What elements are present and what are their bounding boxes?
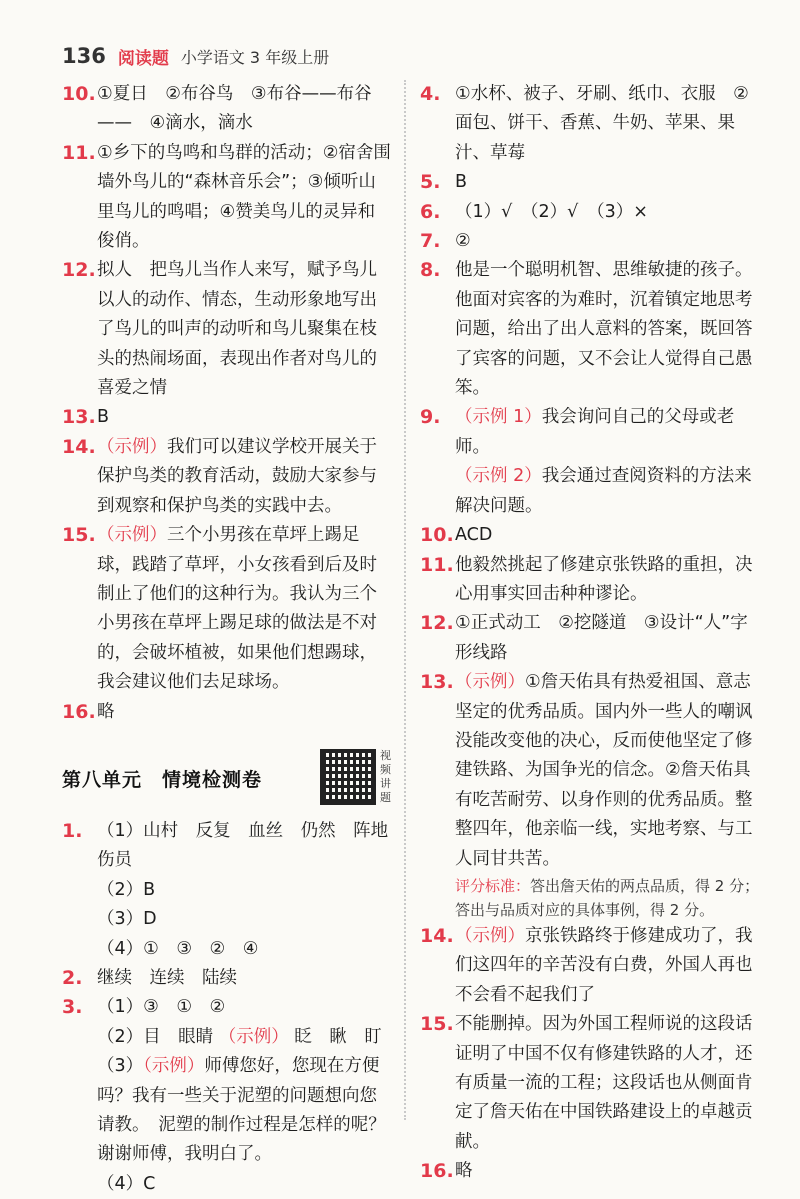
sub-text: 眨 瞅 盯	[294, 1026, 382, 1047]
answer-6	[420, 198, 760, 227]
example-label: （示例 2）	[455, 466, 542, 487]
sub-answer	[455, 403, 760, 462]
sub-answer: （3）D	[97, 909, 157, 930]
answer-13	[420, 668, 760, 922]
answer-number: 3.	[62, 996, 83, 1019]
answer-number: 14.	[420, 924, 454, 947]
example-label: （示例 1）	[455, 407, 542, 428]
sub-text: 我会通过查阅资料的方法来解决问题。	[455, 466, 752, 516]
answer-text: 我们可以建议学校开展关于保护鸟类的教育活动，鼓励大家参与到观察和保护鸟类的实践中去。	[97, 436, 377, 516]
answer-text: 他是一个聪明机智、思维敏捷的孩子。他面对宾客的为难时，沉着镇定地思考问题，给出了出人意料的答案，既回答了宾客的问题，又不会让人觉得自己愚笨。	[455, 260, 753, 399]
qr-label: 视频讲题	[380, 748, 391, 804]
example-label: （示例）	[97, 436, 167, 457]
grading-label: 评分标准：	[455, 876, 531, 895]
example-label: （示例）	[455, 925, 525, 946]
answer-5	[420, 168, 760, 197]
answer-text: ②	[455, 231, 471, 252]
section-answer-3	[62, 993, 404, 1199]
section-answer-1	[62, 817, 406, 964]
answer-text: 略	[97, 701, 115, 722]
example-label: （示例）	[455, 672, 525, 693]
answer-10	[62, 80, 392, 139]
answer-text: B	[455, 172, 468, 193]
sub-text: 我会询问自己的父母或老师。	[455, 407, 735, 457]
sub-answer: （1）山村 反复 血丝 仍然 阵地 伤员	[97, 820, 406, 871]
sub-answer: （4）C	[97, 1173, 156, 1194]
answer-text: ①乡下的鸟鸣和鸟群的活动；②宿舍围墙外鸟儿的“森林音乐会”；③倾听山里鸟儿的鸣唱；④赞美鸟儿的灵异和俊俏。	[97, 142, 391, 252]
answer-number: 11.	[420, 553, 454, 576]
example-label: （示例）	[143, 1056, 205, 1077]
answer-15	[420, 1010, 760, 1157]
answer-16	[62, 698, 392, 727]
answer-number: 16.	[62, 700, 96, 723]
answer-number: 12.	[420, 612, 454, 635]
answer-14	[420, 922, 760, 1010]
answer-number: 9.	[420, 406, 441, 429]
header-tag: 阅读题	[117, 48, 169, 69]
answer-12	[62, 256, 392, 403]
section-answer-2	[62, 964, 392, 993]
answer-text: （1）√ （2）√ （3）×	[455, 201, 648, 222]
answer-number: 16.	[420, 1160, 454, 1183]
sub-answer: （4）① ③ ② ④	[97, 938, 259, 959]
answer-number: 11.	[62, 141, 96, 164]
answer-text: B	[97, 407, 110, 428]
answer-text: ①詹天佑具有热爱祖国、意志坚定的优秀品质。国内外一些人的嘲讽没能改变他的决心，反而使他坚定了修建铁路、为国争光的信念。②詹天佑具有吃苦耐劳、以身作则的优秀品质。整整四年，他亲临一线，实地考察、与工人同甘共苦。	[455, 672, 753, 869]
answer-text: ①水杯、被子、牙刷、纸巾、衣服 ②面包、饼干、香蕉、牛奶、苹果、果汁、草莓	[455, 84, 749, 163]
answer-number: 13.	[62, 406, 96, 429]
answer-8	[420, 256, 760, 403]
answer-16	[420, 1157, 760, 1186]
answer-number: 5.	[420, 171, 441, 194]
answer-12	[420, 609, 760, 668]
right-column	[420, 80, 760, 1187]
answer-11	[420, 551, 760, 610]
answer-text: 京张铁路终于修建成功了，我们这四年的辛苦没有白费，外国人再也不会看不起我们了	[455, 925, 753, 1005]
section-header	[62, 749, 392, 809]
answer-11	[62, 139, 392, 257]
answer-number: 13.	[420, 671, 454, 694]
column-divider	[404, 80, 406, 1120]
sub-text: （3）	[97, 1056, 144, 1077]
sub-text: （2）目 眼睛	[97, 1026, 214, 1047]
example-label: （示例）	[218, 1026, 289, 1047]
sub-text: 师傅您好，您现在方便吗？我有一些关于泥塑的问题想向您请教。 泥塑的制作过程是怎样的呢？ 谢谢师傅，我明白了。	[97, 1056, 404, 1165]
answer-text: 略	[455, 1161, 473, 1182]
page-header	[62, 38, 329, 74]
left-column	[62, 80, 406, 1199]
answer-number: 6.	[420, 200, 441, 223]
answer-13	[62, 403, 392, 432]
answer-text: ①正式动工 ②挖隧道 ③设计“人”字形线路	[455, 613, 748, 663]
answer-number: 8.	[420, 259, 441, 282]
sub-answer: （1）③ ① ②	[97, 997, 226, 1018]
sub-answer	[97, 1052, 404, 1170]
answer-number: 7.	[420, 230, 441, 253]
sub-answer	[455, 462, 760, 521]
example-label: （示例）	[97, 525, 167, 546]
sub-answer: （2）B	[97, 879, 156, 900]
answer-9	[420, 403, 760, 521]
answer-14	[62, 433, 392, 521]
answer-10	[420, 521, 760, 550]
answer-text: 继续 连续 陆续	[97, 967, 237, 988]
answer-text: 不能删掉。因为外国工程师说的这段话证明了中国不仅有修建铁路的人才，还有质量一流的工程；这段话也从侧面肯定了詹天佑在中国铁路建设上的卓越贡献。	[455, 1014, 753, 1152]
answer-number: 14.	[62, 435, 96, 458]
sub-answer	[97, 1023, 392, 1052]
book-title: 小学语文 3 年级上册	[180, 47, 330, 67]
answer-7	[420, 227, 760, 256]
answer-text: 拟人 把鸟儿当作人来写，赋予鸟儿以人的动作、情态，生动形象地写出了鸟儿的叫声的动听和鸟儿聚集在枝头的热闹场面，表现出作者对鸟儿的喜爱之情	[97, 260, 377, 399]
page-number: 136	[62, 44, 106, 68]
answer-number: 10.	[62, 83, 96, 105]
answer-number: 12.	[62, 259, 96, 282]
section-title: 第八单元 情境检测卷	[62, 769, 263, 792]
answer-number: 10.	[420, 524, 454, 547]
answer-text: ①夏日 ②布谷鸟 ③布谷——布谷—— ④滴水，滴水	[97, 84, 372, 134]
answer-number: 15.	[62, 524, 96, 547]
answer-4	[420, 80, 760, 168]
answer-text: 三个小男孩在草坪上踢足球，践踏了草坪，小女孩看到后及时制止了他们的这种行为。我认为三个小男孩在草坪上踢足球的做法是不对的，会破坏植被，如果他们想踢球，我会建议他们去足球场。	[97, 525, 377, 693]
answer-number: 15.	[420, 1013, 454, 1036]
answer-number: 1.	[62, 819, 83, 842]
answer-15	[62, 521, 392, 697]
grading-criteria	[455, 874, 760, 922]
answer-number: 2.	[62, 966, 83, 989]
answer-text: 他毅然挑起了修建京张铁路的重担，决心用事实回击种种谬论。	[455, 554, 753, 604]
answer-text: ACD	[455, 525, 493, 546]
grading-text: 答出詹天佑的两点品质，得 2 分；答出与品质对应的具体事例，得 2 分。	[455, 876, 760, 919]
qr-code-icon[interactable]	[320, 749, 376, 805]
answer-number: 4.	[420, 83, 441, 105]
